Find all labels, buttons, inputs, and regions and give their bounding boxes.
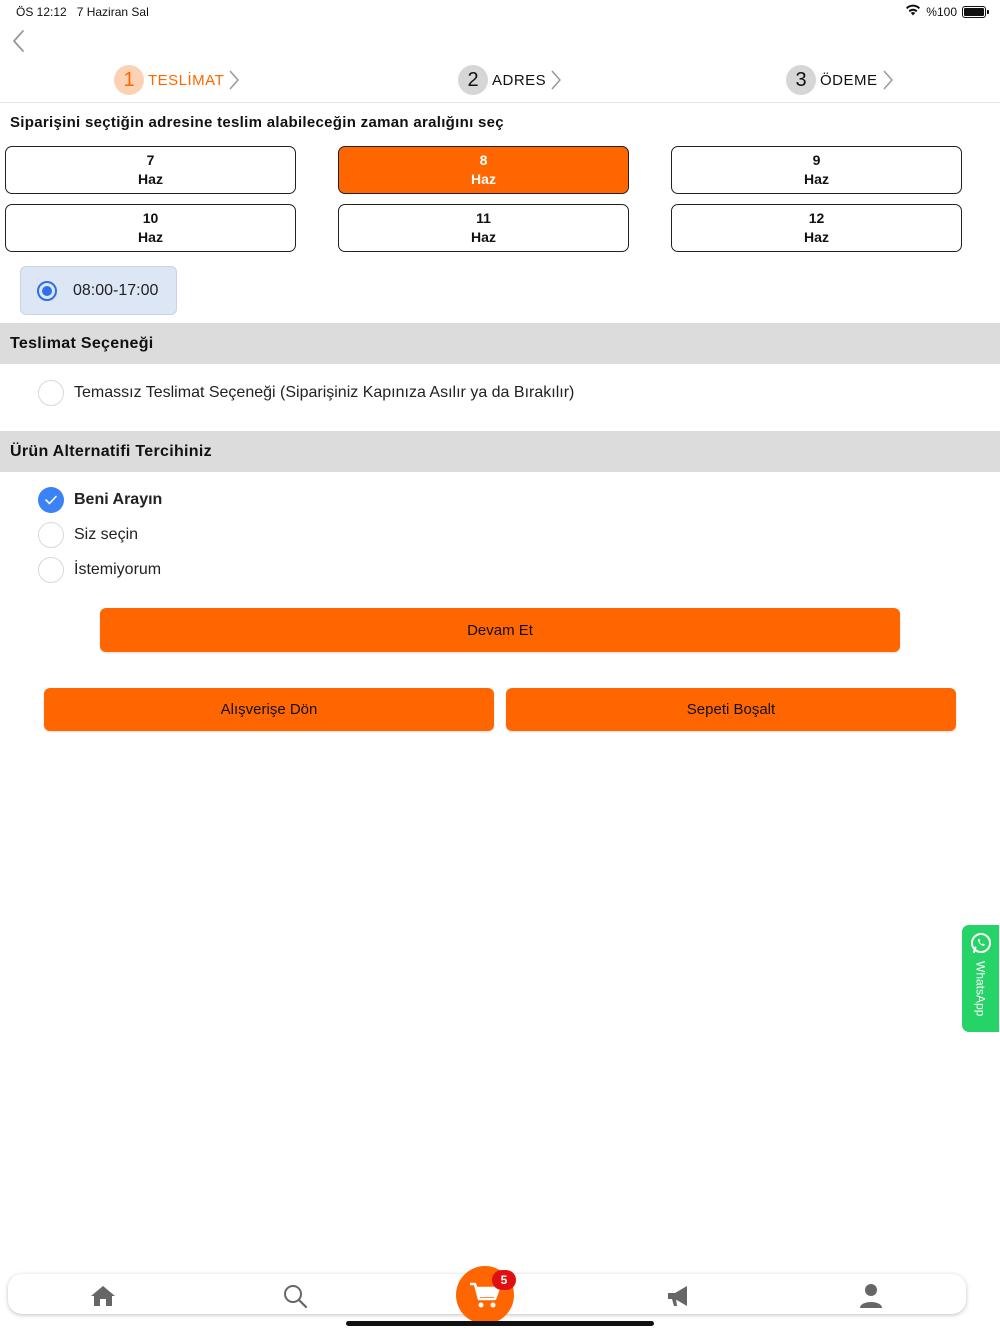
- tab-home[interactable]: [88, 1282, 118, 1310]
- tab-search[interactable]: [280, 1282, 310, 1310]
- search-icon: [282, 1283, 308, 1309]
- date-month: Haz: [471, 229, 496, 245]
- home-indicator: [346, 1321, 654, 1326]
- back-to-shopping-button[interactable]: Alışverişe Dön: [44, 688, 494, 731]
- home-icon: [90, 1284, 116, 1308]
- date-button[interactable]: [671, 146, 962, 194]
- date-month: Haz: [804, 171, 829, 187]
- whatsapp-button[interactable]: [962, 925, 999, 1032]
- date-month: Haz: [138, 229, 163, 245]
- whatsapp-icon: [969, 931, 993, 955]
- step-number: 1: [114, 65, 144, 95]
- status-bar: [0, 0, 1000, 24]
- chevron-left-icon: [8, 28, 32, 54]
- cart-count-badge: 5: [492, 1270, 516, 1290]
- whatsapp-label: WhatsApp: [973, 961, 988, 1017]
- status-date: 7 Haziran Sal: [76, 5, 149, 19]
- time-slot-option[interactable]: [20, 266, 177, 315]
- time-slot-label: 08:00-17:00: [73, 281, 159, 299]
- back-button[interactable]: [8, 28, 32, 54]
- status-time: ÖS 12:12: [16, 5, 67, 19]
- date-button[interactable]: [338, 204, 629, 252]
- radio-selected-icon: [37, 281, 57, 301]
- delivery-instruction: Siparişini seçtiğin adresine teslim alabileceğin zaman aralığını seç: [10, 114, 504, 131]
- contactless-delivery-option[interactable]: [38, 380, 574, 406]
- section-header-alternative: Ürün Alternatifi Tercihiniz: [0, 431, 1000, 472]
- continue-button[interactable]: Devam Et: [100, 608, 900, 652]
- radio-unchecked-icon: [38, 380, 64, 406]
- chevron-right-icon: [550, 69, 562, 91]
- date-day: 11: [476, 210, 491, 226]
- step-label: TESLİMAT: [148, 71, 225, 89]
- date-day: 12: [808, 210, 825, 226]
- date-month: Haz: [804, 229, 829, 245]
- checkout-steps: [0, 62, 1000, 102]
- date-button[interactable]: [5, 146, 296, 194]
- date-day: 7: [146, 152, 155, 168]
- chevron-right-icon: [228, 69, 240, 91]
- checkmark-icon: [38, 487, 64, 513]
- tab-profile[interactable]: [856, 1282, 886, 1310]
- step-odeme[interactable]: [786, 62, 894, 98]
- alternative-option-none[interactable]: [38, 557, 161, 583]
- radio-unchecked-icon: [38, 557, 64, 583]
- chevron-right-icon: [882, 69, 894, 91]
- section-header-delivery: Teslimat Seçeneği: [0, 323, 1000, 364]
- step-label: ADRES: [492, 71, 547, 89]
- empty-cart-button[interactable]: Sepeti Boşalt: [506, 688, 956, 731]
- wifi-icon: [905, 4, 921, 19]
- battery-percent: %100: [926, 4, 957, 19]
- alternative-option-call-me[interactable]: [38, 487, 162, 513]
- date-day: 8: [479, 152, 488, 168]
- option-label: Temassız Teslimat Seçeneği (Siparişiniz Kapınıza Asılır ya da Bırakılır): [74, 384, 575, 401]
- divider: [0, 102, 1000, 103]
- option-label: İstemiyorum: [74, 561, 162, 578]
- date-day: 10: [142, 210, 159, 226]
- date-month: Haz: [138, 171, 163, 187]
- step-teslimat[interactable]: [114, 62, 240, 98]
- option-label: Beni Arayın: [74, 491, 163, 508]
- date-button-selected[interactable]: [338, 146, 629, 194]
- battery-icon: [962, 6, 986, 18]
- alternative-option-you-choose[interactable]: [38, 522, 138, 548]
- step-adres[interactable]: [458, 62, 562, 98]
- radio-unchecked-icon: [38, 522, 64, 548]
- step-number: 3: [786, 65, 816, 95]
- step-number: 2: [458, 65, 488, 95]
- date-button[interactable]: [671, 204, 962, 252]
- megaphone-icon: [665, 1284, 693, 1308]
- date-month: Haz: [471, 171, 496, 187]
- option-label: Siz seçin: [74, 526, 139, 543]
- date-button[interactable]: [5, 204, 296, 252]
- user-icon: [859, 1283, 883, 1309]
- tab-campaigns[interactable]: [664, 1282, 694, 1310]
- date-day: 9: [812, 152, 821, 168]
- step-label: ÖDEME: [820, 71, 878, 89]
